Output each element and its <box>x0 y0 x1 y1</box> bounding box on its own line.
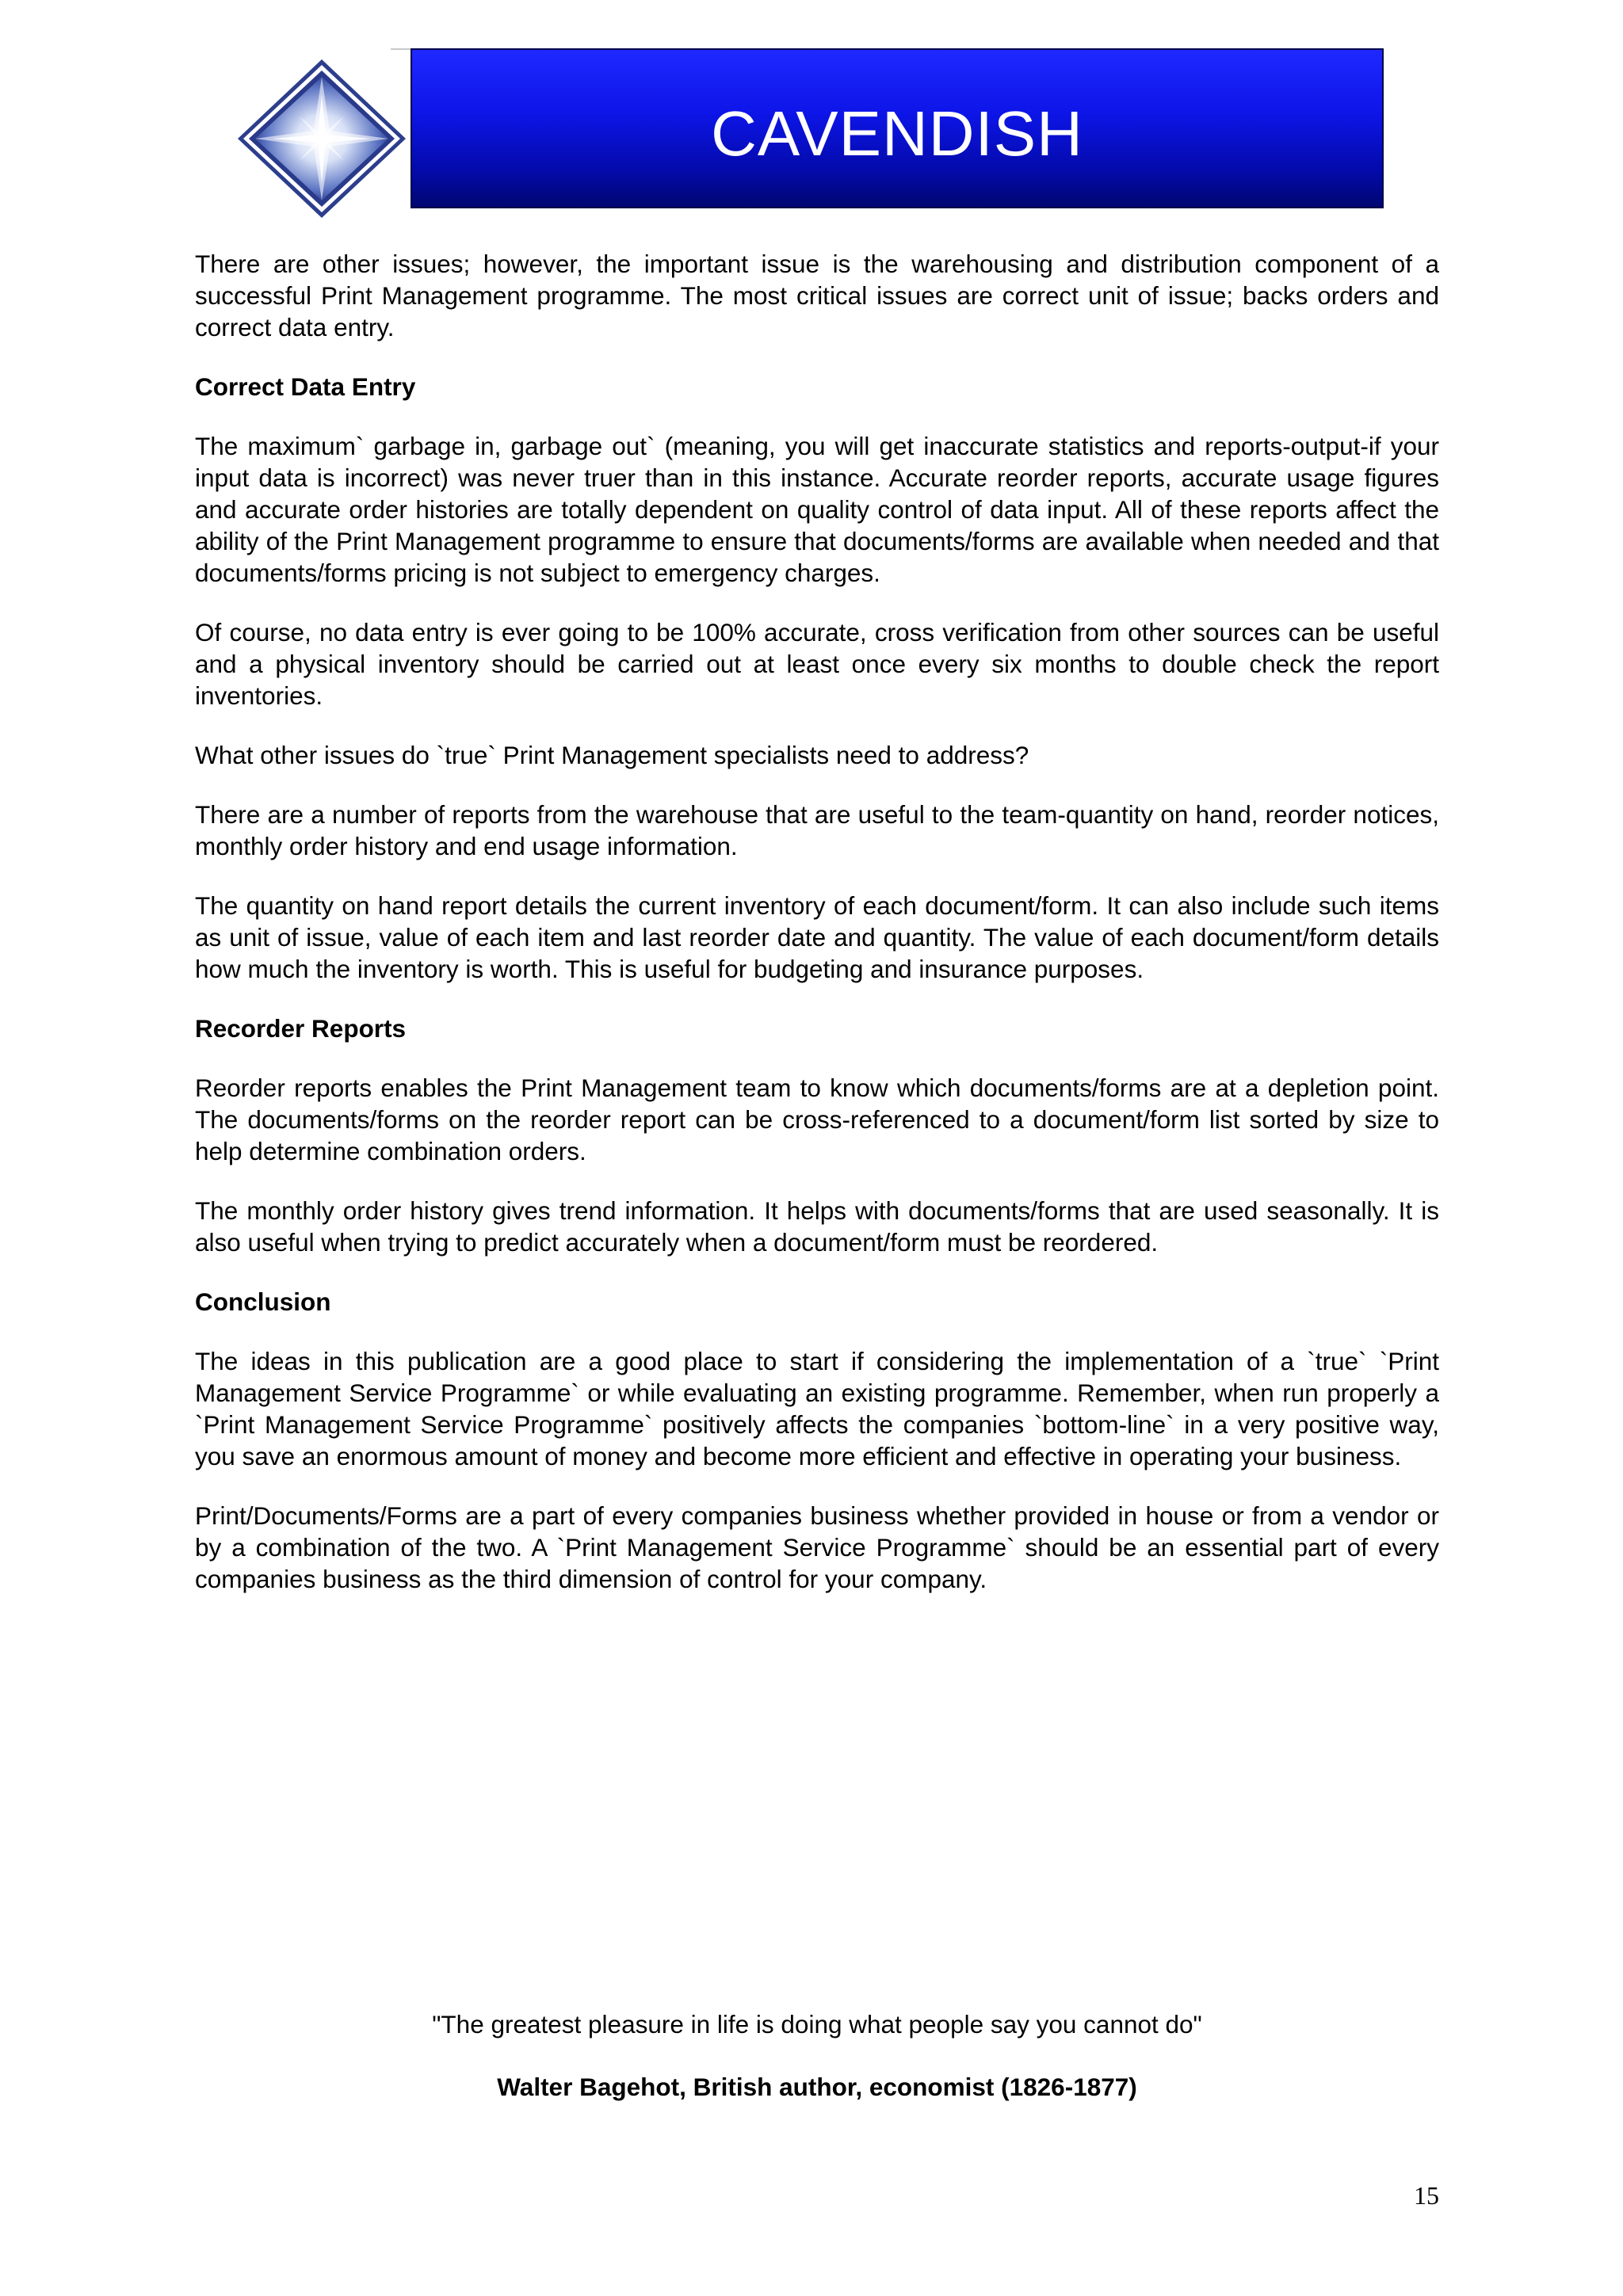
heading-recorder-reports: Recorder Reports <box>195 1014 407 1043</box>
paragraph-other-issues: What other issues do `true` Print Management specialists need to address? <box>195 741 1029 769</box>
heading-correct-data-entry: Correct Data Entry <box>195 372 416 401</box>
heading-conclusion: Conclusion <box>195 1287 331 1316</box>
paragraph-monthly-history: The monthly order history gives trend information. It helps with documents/forms that are used seasonally. It is also useful when trying to predict accurately when a document/form must be reordered. <box>195 1196 1439 1257</box>
paragraph-data-accuracy: Of course, no data entry is ever going to be 100% accurate, cross verification from other sources can be useful and a physical inventory should be carried out at least once every six months to double check the report inventories. <box>195 618 1439 710</box>
paragraph-conclusion-ideas: The ideas in this publication are a good place to start if considering the implementation of a `true` `Print Management Service Programme` or while evaluating an existing programme. Remember, when run properly a `Print Management Service Programme` positively affects the companies `bottom-line` in a very positive way, you save an enormous amount of money and become more efficient and effective in operating your business. <box>195 1347 1439 1470</box>
diamond-star-logo-icon <box>238 59 406 218</box>
paragraph-quantity-on-hand: The quantity on hand report details the current inventory of each document/form. It can also include such items as unit of issue, value of each item and last reorder date and quantity. The value of each document/form details how much the inventory is worth. This is useful for budgeting and insurance purposes. <box>195 891 1439 983</box>
quote-text: "The greatest pleasure in life is doing what people say you cannot do" <box>432 2010 1202 2039</box>
company-title: CAVENDISH <box>711 98 1083 169</box>
paragraph-reorder-reports: Reorder reports enables the Print Management team to know which documents/forms are at a depletion point. The documents/forms on the reorder report can be cross-referenced to a document/form list sorted by size to help determine combination orders. <box>195 1074 1439 1165</box>
header-banner <box>411 48 1384 208</box>
paragraph-conclusion-forms: Print/Documents/Forms are a part of every companies business whether provided in house or from a vendor or by a combination of the two. A `Print Management Service Programme` should be an essential part of every companies business as the third dimension of control for your company. <box>195 1501 1439 1593</box>
quote-attribution: Walter Bagehot, British author, economist (1826-1877) <box>497 2073 1137 2101</box>
paragraph-intro: There are other issues; however, the important issue is the warehousing and distribution component of a successful Print Management programme. The most critical issues are correct unit of issue; backs orders and correct data entry. <box>195 250 1439 341</box>
document-body <box>195 248 1439 1623</box>
page-number: 15 <box>1414 2181 1439 2210</box>
paragraph-warehouse-reports: There are a number of reports from the warehouse that are useful to the team-quantity on hand, reorder notices, monthly order history and end usage information. <box>195 800 1439 860</box>
paragraph-garbage-in: The maximum` garbage in, garbage out` (meaning, you will get inaccurate statistics and reports-output-if your input data is incorrect) was never truer than in this instance. Accurate reorder reports, accurate usage figures and accurate order histories are totally dependent on quality control of data input. All of these reports affect the ability of the Print Management programme to ensure that documents/forms are available when needed and that documents/forms pricing is not subject to emergency charges. <box>195 432 1439 587</box>
